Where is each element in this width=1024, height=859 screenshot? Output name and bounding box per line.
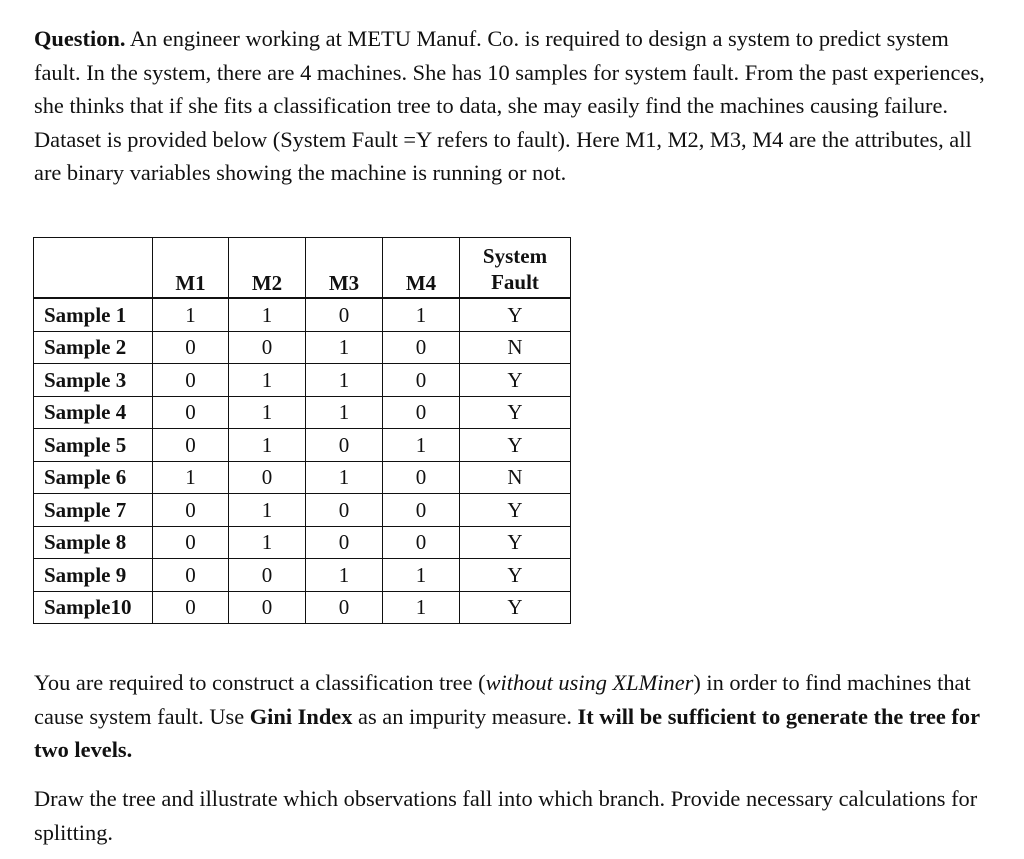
column-header-system-fault — [460, 238, 571, 299]
cell-system-fault: Y — [460, 396, 571, 429]
cell-m3: 0 — [306, 429, 383, 462]
system-fault-header-text: System Fault — [482, 244, 548, 294]
cell-m1: 1 — [153, 461, 229, 494]
question-paragraph — [34, 22, 994, 190]
cell-m3: 1 — [306, 331, 383, 364]
question-label: Question. — [34, 26, 126, 51]
row-label: Sample 2 — [34, 331, 153, 364]
instructions-part3: as an impurity measure. — [352, 703, 578, 729]
table-row — [34, 494, 571, 527]
cell-m1: 0 — [153, 331, 229, 364]
cell-m3: 0 — [306, 298, 383, 331]
cell-m4: 1 — [383, 298, 460, 331]
table-row — [34, 298, 571, 331]
column-header-m3: M3 — [306, 238, 383, 299]
dataset-table — [33, 237, 571, 624]
cell-m3: 1 — [306, 364, 383, 397]
instructions-two-levels: It will be sufficient to generate the tree for two levels. — [34, 703, 980, 763]
cell-m2: 1 — [229, 429, 306, 462]
instructions-italic: without using XLMiner — [485, 670, 694, 695]
column-header-m4: M4 — [383, 238, 460, 299]
cell-m2: 1 — [229, 364, 306, 397]
cell-system-fault: N — [460, 461, 571, 494]
cell-system-fault: Y — [460, 429, 571, 462]
cell-m4: 1 — [383, 591, 460, 624]
cell-m3: 1 — [306, 396, 383, 429]
table-row — [34, 591, 571, 624]
cell-m1: 0 — [153, 559, 229, 592]
cell-system-fault: Y — [460, 494, 571, 527]
cell-m2: 0 — [229, 591, 306, 624]
cell-m1: 0 — [153, 429, 229, 462]
corner-cell — [34, 238, 153, 299]
cell-m4: 0 — [383, 396, 460, 429]
cell-system-fault: Y — [460, 364, 571, 397]
row-label: Sample 3 — [34, 364, 153, 397]
cell-m3: 0 — [306, 494, 383, 527]
column-header-m2: M2 — [229, 238, 306, 299]
draw-text: Draw the tree and illustrate which observations fall into which branch. Provide necessary calculations for splitting. — [34, 786, 978, 845]
table-body — [34, 298, 571, 624]
cell-m2: 1 — [229, 494, 306, 527]
cell-system-fault: Y — [460, 526, 571, 559]
cell-m1: 0 — [153, 591, 229, 624]
table-row — [34, 396, 571, 429]
row-label: Sample 4 — [34, 396, 153, 429]
cell-m2: 1 — [229, 298, 306, 331]
cell-m4: 0 — [383, 461, 460, 494]
row-label: Sample 1 — [34, 298, 153, 331]
cell-m3: 0 — [306, 526, 383, 559]
cell-m3: 1 — [306, 461, 383, 494]
cell-m1: 1 — [153, 298, 229, 331]
row-label: Sample10 — [34, 591, 153, 624]
cell-m1: 0 — [153, 396, 229, 429]
cell-m4: 1 — [383, 429, 460, 462]
cell-system-fault: N — [460, 331, 571, 364]
cell-system-fault: Y — [460, 298, 571, 331]
table-row — [34, 526, 571, 559]
column-header-m1: M1 — [153, 238, 229, 299]
draw-paragraph — [34, 782, 994, 849]
cell-m4: 0 — [383, 526, 460, 559]
instructions-part1: You are required to construct a classification tree ( — [34, 670, 486, 695]
instructions-gini: Gini Index — [249, 703, 353, 729]
cell-m3: 1 — [306, 559, 383, 592]
instructions-paragraph — [34, 666, 994, 767]
table-header-row — [34, 238, 571, 299]
cell-m2: 1 — [229, 396, 306, 429]
cell-m2: 0 — [229, 559, 306, 592]
cell-m1: 0 — [153, 364, 229, 397]
cell-m1: 0 — [153, 494, 229, 527]
instructions-part2: ) in order to find machines that cause system fault. Use — [34, 670, 971, 729]
table-row — [34, 429, 571, 462]
question-text: An engineer working at METU Manuf. Co. is required to design a system to predict system fault. In the system, there are 4 machines. She has 10 samples for system fault. From the past experiences, she thinks that if she fits a classification tree to data, she may easily find the machines causing failure. Dataset is provided below (System Fault =Y refers to fault). Here M1, M2, M3, M4 are the attributes, all are binary variables showing the machine is running or not. — [34, 26, 985, 186]
cell-m4: 0 — [383, 364, 460, 397]
cell-m4: 0 — [383, 494, 460, 527]
cell-system-fault: Y — [460, 559, 571, 592]
cell-m1: 0 — [153, 526, 229, 559]
cell-system-fault: Y — [460, 591, 571, 624]
cell-m3: 0 — [306, 591, 383, 624]
cell-m2: 1 — [229, 526, 306, 559]
row-label: Sample 7 — [34, 494, 153, 527]
row-label: Sample 6 — [34, 461, 153, 494]
row-label: Sample 8 — [34, 526, 153, 559]
cell-m2: 0 — [229, 331, 306, 364]
row-label: Sample 5 — [34, 429, 153, 462]
cell-m4: 0 — [383, 331, 460, 364]
table-row — [34, 331, 571, 364]
table-row — [34, 461, 571, 494]
table-row — [34, 364, 571, 397]
cell-m2: 0 — [229, 461, 306, 494]
table-row — [34, 559, 571, 592]
cell-m4: 1 — [383, 559, 460, 592]
row-label: Sample 9 — [34, 559, 153, 592]
